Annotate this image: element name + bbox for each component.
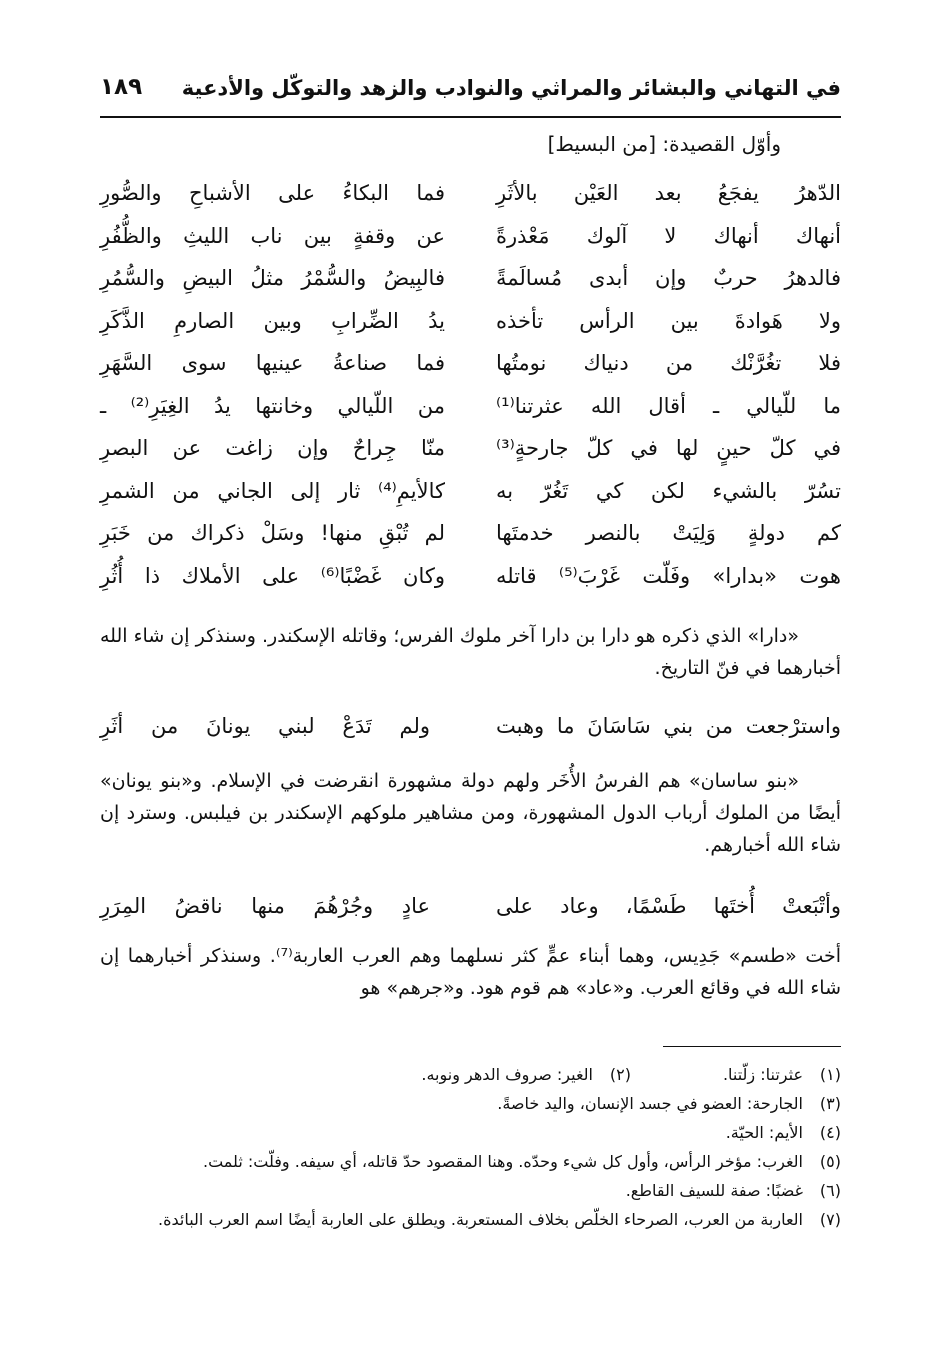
verse xyxy=(100,708,841,748)
verse xyxy=(100,218,841,261)
verse xyxy=(100,430,841,473)
verse xyxy=(100,345,841,388)
verse-second-hemistich: منّا جِراحٌ وإن زاغت عن البصرِ xyxy=(100,436,445,460)
footnote-number: (١) xyxy=(819,1065,841,1084)
footnote xyxy=(100,1089,841,1118)
verse-second-hemistich: وكان غَضْبًا⁽⁶⁾ على الأملاك ذا أُثُرِ xyxy=(100,563,445,588)
verse-first-hemistich: ما للّيالي ـ أقال الله عثرتنا⁽¹⁾ xyxy=(496,393,841,418)
verse xyxy=(100,175,841,218)
footnote xyxy=(100,1176,841,1205)
verse-first-hemistich: واسترْجعت من بني سَاسَانَ ما وهبت xyxy=(496,714,841,738)
footnote-number: (٦) xyxy=(819,1181,841,1200)
verse xyxy=(100,473,841,516)
footnote-number: (٧) xyxy=(819,1210,841,1229)
footnote-number: (٣) xyxy=(819,1094,841,1113)
footnote xyxy=(331,1060,631,1089)
footnote xyxy=(100,1205,841,1234)
verse-first-hemistich: وأتْبَعتْ أُختَها طَسْمًا، وعاد على xyxy=(496,894,841,918)
footnote-text: الجارحة: العضو في جسد الإنسان، واليد خاصةً. xyxy=(497,1094,803,1113)
footnote xyxy=(631,1060,841,1089)
footnote-number: (٢) xyxy=(609,1065,631,1084)
poem-intro: وأوّل القصيدة: [من البسيط] xyxy=(547,132,781,156)
footnote-text: العاربة من العرب، الصرحاء الخلّص بخلاف المستعربة. ويطلق على العاربة أيضًا اسم العرب البائدة. xyxy=(158,1210,803,1229)
footnote-divider xyxy=(663,1046,841,1047)
verse-second-hemistich: من اللّيالي وخانتها يدُ الغِيَرِ⁽²⁾ ـ xyxy=(100,393,445,418)
verse-first-hemistich: في كلّ حينٍ لها في كلّ جارحةٍ⁽³⁾ xyxy=(496,436,841,460)
commentary-paragraph: «دارا» الذي ذكره هو دارا بن دارا آخر ملوك الفرس؛ وقاتله الإسكندر. وسنذكر إن شاء الله أخبارهما في فنّ التاريخ. xyxy=(100,625,841,679)
verse-second-hemistich: يدُ الضِّرابِ وبين الصارمِ الذَّكَرِ xyxy=(100,308,445,333)
verse-first-hemistich: الدّهرُ يفجَعُ بعد العَيْن بالأثَرِ xyxy=(496,181,841,205)
verse-second-hemistich: فما البكاءُ على الأشباحِ والصُّورِ xyxy=(100,181,445,205)
footnote-number: (٤) xyxy=(819,1123,841,1142)
page-header xyxy=(100,70,841,118)
footnote xyxy=(100,1118,841,1147)
running-title: في التهاني والبشائر والمراثي والنوادب والزهد والتوكّل والأدعية xyxy=(181,76,841,100)
verse xyxy=(100,515,841,558)
verse xyxy=(100,260,841,303)
verse-first-hemistich: هوت «بدارا» وفَلّت غَرْبَ⁽⁵⁾ قاتله xyxy=(496,563,842,588)
page-number: ١٨٩ xyxy=(100,74,143,100)
verse xyxy=(100,888,841,928)
verse xyxy=(100,303,841,346)
footnote-text: غضبًا: صفة للسيف القاطع. xyxy=(625,1181,803,1200)
footnote-text: الغرب: مؤخر الرأس، وأول كل شيء وحدّه. وهنا المقصود حدّ قاتله، أي سيفه. وفلّت: ثلمت. xyxy=(202,1152,803,1171)
verse-second-hemistich: عادٍ وجُرْهُمَ منها ناقضُ المِرَرِ xyxy=(100,894,430,918)
verse-first-hemistich: تسُرّ بالشيء لكن كي تَغُرّ به xyxy=(496,478,841,503)
commentary-paragraph: «بنو ساسان» هم الفرسُ الأُخَر ولهم دولة مشهورة انقرضت في الإسلام. و«بنو يونان» أيضًا من الملوك أرباب الدول المشهورة، ومن مشاهير ملوكهم الإسكندر بن فيلبس. وسترد إن شاء الله أخبارهم. xyxy=(100,770,841,856)
verse-first-hemistich: فالدهرُ حربٌ وإن أبدى مُسالَمةً xyxy=(496,266,841,290)
verse-first-hemistich: فلا تغُرَّنْك من دنياك نومتُها xyxy=(496,351,841,375)
verse-second-hemistich: عن وقفةٍ بين ناب الليثِ والظُّفُرِ xyxy=(100,223,445,248)
verse-first-hemistich: ولا هَوادةَ بين الرأس تأخذه xyxy=(496,308,841,333)
footnotes xyxy=(100,1060,841,1234)
footnote-text: الأيم: الحيّة. xyxy=(725,1123,803,1142)
footnote-text: عثرتنا: زلّتنا. xyxy=(722,1065,803,1084)
footnote-row xyxy=(100,1060,841,1089)
verse-second-hemistich: فما صناعةُ عينيها سوى السَّهَرِ xyxy=(100,351,445,375)
verse-second-hemistich: لم تُبْقِ منها! وسَلْ ذكراك من خَبَرِ xyxy=(100,521,445,545)
poem xyxy=(100,175,841,600)
verse-second-hemistich: ولم تَدَعْ لبني يونانَ من أثَرِ xyxy=(100,714,430,738)
verse-second-hemistich: فالبِيضُ والسُّمْرُ مثلُ البيضِ والسُّمُرِ xyxy=(100,266,445,290)
footnote-number: (٥) xyxy=(819,1152,841,1171)
verse-second-hemistich: كالأيمِ⁽⁴⁾ ثار إلى الجاني من الشمرِ xyxy=(100,478,445,503)
verse xyxy=(100,388,841,431)
verse-first-hemistich: كم دولةٍ وَلِيَتْ بالنصر خدمتَها xyxy=(496,521,841,545)
verse xyxy=(100,558,841,601)
commentary-paragraph: أخت «طسم» جَدِيس، وهما أبناء عمٍّ كثر نسلهما وهم العرب العاربة⁽⁷⁾. وسنذكر أخبارهما إن شاء الله في وقائع العرب. و«عاد» هم قوم هود. و«جرهم» هو xyxy=(100,945,841,999)
verse-first-hemistich: أنهاك أنهاك لا آلوك مَعْذرةً xyxy=(496,223,841,248)
footnote-text: الغير: صروف الدهر ونوبه. xyxy=(421,1065,593,1084)
footnote xyxy=(100,1147,841,1176)
